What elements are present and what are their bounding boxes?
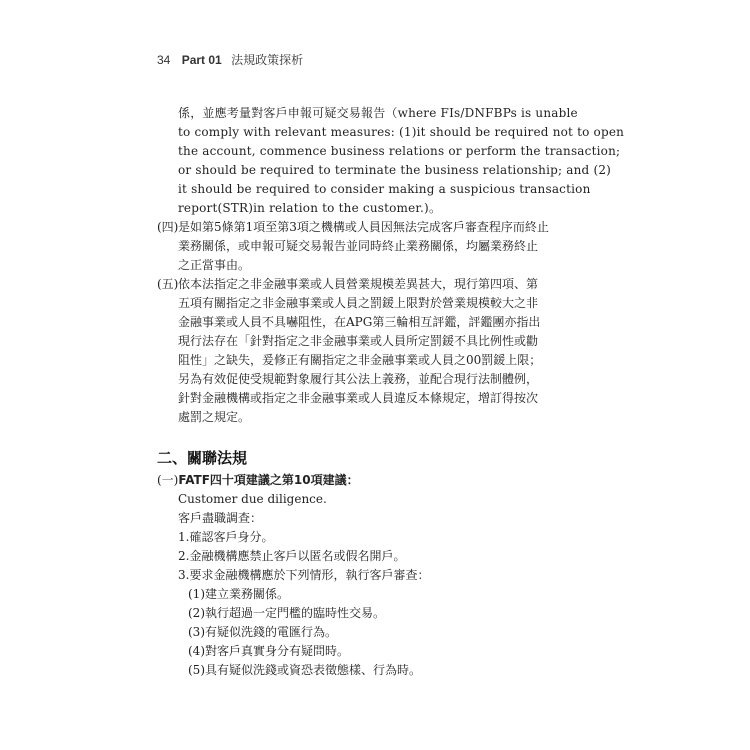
text-line: 是如第5條第1項至第3項之機構或人員因無法完成客戶審查程序而終止 <box>178 220 549 234</box>
page-number: 34 <box>157 53 171 67</box>
item-number: (五) <box>157 277 179 291</box>
sub-list-item: (5)具有疑似洗錢或資恐表徵態樣、行為時。 <box>188 663 421 677</box>
text-line: 客戶盡職調查： <box>178 511 263 525</box>
text-line: Customer due diligence. <box>178 492 327 506</box>
part-label: Part 01 <box>181 53 222 67</box>
subsection-heading <box>157 471 359 490</box>
sub-list-item: (2)執行超過一定門檻的臨時性交易。 <box>188 606 385 620</box>
text-line: to comply with relevant measures: (1)it should be required not to open <box>178 125 625 139</box>
text-line: 之正當事由。 <box>178 258 251 272</box>
text-line: 阻性」之缺失，爰修正有關指定之非金融事業或人員之00罰鍰上限； <box>178 353 542 367</box>
text-line: 針對金融機構或指定之非金融事業或人員違反本條規定，增訂得按次 <box>178 391 539 405</box>
running-header <box>157 51 303 68</box>
text-line: 處罰之規定。 <box>178 410 251 424</box>
sub-list-item: (1)建立業務關係。 <box>188 587 289 601</box>
sub-list-item: (4)對客戶真實身分有疑問時。 <box>188 644 349 658</box>
text-line: 1.確認客戶身分。 <box>178 530 274 544</box>
section-heading: 二、關聯法規 <box>157 449 248 467</box>
item-body <box>178 218 572 275</box>
text-line: 另為有效促使受規範對象履行其公法上義務，並配合現行法制體例， <box>178 372 539 386</box>
continuation-paragraph <box>178 104 625 218</box>
text-line: 3.要求金融機構應於下列情形，執行客戶審查： <box>178 568 430 582</box>
text-line: or should be required to terminate the business relationship; and (2) <box>178 163 612 177</box>
text-line: the account, commence business relations or perform the transaction; <box>178 144 621 158</box>
list-item-4 <box>157 218 572 275</box>
text-line: 係，並應考量對客戶申報可疑交易報告（where FIs/DNFBPs is unable <box>178 106 578 120</box>
chapter-title: 法規政策探析 <box>231 53 304 67</box>
item-number: (四) <box>157 220 179 234</box>
sub-list-item: (3)有疑似洗錢的電匯行為。 <box>188 625 337 639</box>
text-line: report(STR)in relation to the customer.)。 <box>178 201 442 215</box>
item-body <box>178 275 572 427</box>
recommendation-content <box>178 490 429 680</box>
subsection-number: (一) <box>157 473 179 487</box>
text-line: 現行法存在「針對指定之非金融事業或人員所定罰鍰不具比例性或勸 <box>178 334 539 348</box>
text-line: 2.金融機構應禁止客戶以匿名或假名開戶。 <box>178 549 406 563</box>
text-line: 金融事業或人員不具嚇阻性，在APG第三輪相互評鑑，評鑑團亦指出 <box>178 315 541 329</box>
text-line: 業務關係，或申報可疑交易報告並同時終止業務關係，均屬業務終止 <box>178 239 539 253</box>
text-line: it should be required to consider making a suspicious transaction <box>178 182 591 196</box>
text-line: 依本法指定之非金融事業或人員營業規模差異甚大，現行第四項、第 <box>178 277 539 291</box>
subsection-title: FATF四十項建議之第10項建議： <box>178 473 359 487</box>
text-line: 五項有關指定之非金融事業或人員之罰鍰上限對於營業規模較大之非 <box>178 296 539 310</box>
list-item-5 <box>157 275 572 427</box>
